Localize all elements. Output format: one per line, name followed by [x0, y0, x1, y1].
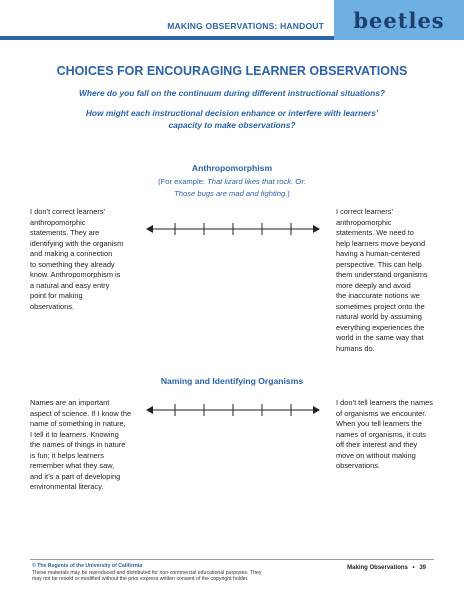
question-1: Where do you fall on the continuum during different instructional situations? [79, 88, 385, 98]
anthropomorphism-right-line: help learners move beyond [336, 238, 426, 248]
subtitle-example-1: That lizard likes that rock. [207, 177, 294, 186]
anthropomorphism-right-line: I correct learners’ [336, 207, 394, 216]
naming-left-line: remember what they saw, [30, 461, 115, 470]
anthropomorphism-right-line: everything experiences the [336, 322, 425, 332]
page-number: 39 [419, 565, 426, 571]
subtitle-prefix: (For example: [158, 177, 208, 186]
naming-left-line: is fun; it helps learners [30, 450, 104, 460]
subtitle-mid: Or: [293, 177, 306, 186]
anthropomorphism-left-line: to something they already [30, 259, 115, 269]
footer-line-1: These materials may be reproduced and distributed for non-commercial educational purposes. They [32, 569, 262, 576]
anthropomorphism-right-line: the inaccurate notions we [336, 291, 420, 300]
anthropomorphism-left-line: and making a connection [30, 249, 113, 258]
footer-rule [30, 559, 434, 560]
naming-left-text [30, 398, 155, 493]
question-2-line-2: capacity to make observations? [168, 120, 296, 130]
anthropomorphism-continuum [145, 219, 321, 239]
footer-page-label: Making Observations [347, 565, 408, 571]
anthropomorphism-left-text [30, 207, 155, 312]
naming-right-line: off their interest and they [336, 440, 418, 449]
arrowhead-right [313, 406, 320, 414]
naming-right-line: names of organisms, it cuts [336, 429, 426, 439]
footer-regents: © The Regents of the University of California [32, 563, 143, 569]
anthropomorphism-right-line: having a human-centered [336, 249, 420, 258]
subtitle-example-2: Those bugs are mad and fighting. [174, 189, 288, 198]
anthropomorphism-left-line: statements. They are [30, 228, 100, 237]
footer-page [347, 565, 426, 571]
anthropomorphism-right-line: perspective. This can help [336, 259, 422, 269]
anthropomorphism-left-line: anthropomorphic [30, 217, 86, 227]
naming-left-line: environmental literacy. [30, 482, 104, 491]
logo-word: beetles [353, 7, 445, 33]
naming-left-line: name of something in nature, [30, 419, 126, 428]
anthropomorphism-right-line: sometimes project onto the [336, 301, 425, 311]
anthropomorphism-right-line: statements. We need to [336, 228, 414, 237]
section-title-naming: Naming and Identifying Organisms [160, 376, 304, 386]
naming-continuum [145, 400, 321, 420]
footer-bullet: • [412, 565, 415, 571]
anthropomorphism-left-line: point for making [30, 291, 83, 300]
section-subtitle-line-1 [0, 176, 464, 188]
footer-line-2: may not be resold or modified without the prior express written consent of the copyright holder. [32, 576, 249, 582]
question-2-line-1: How might each instructional decision enhance or interfere with learners’ [85, 108, 379, 118]
naming-left-line: I tell it to learners. Knowing [30, 429, 119, 439]
beetles-logo [334, 0, 464, 40]
anthropomorphism-left-line: I don’t correct learners’ [30, 207, 106, 216]
anthropomorphism-left-line: identifying with the organism [30, 238, 124, 248]
naming-left-line: aspect of science. If I know the [30, 408, 132, 418]
naming-right-line: observations. [336, 461, 380, 470]
naming-left-line: and it’s a part of developing [30, 471, 121, 481]
naming-right-line: When you tell learners the [336, 419, 422, 428]
anthropomorphism-right-line: humans do. [336, 343, 375, 353]
naming-right-text [336, 398, 450, 472]
footer-copyright [32, 563, 332, 583]
header-rule [0, 36, 334, 40]
naming-right-line: I don’t tell learners the names [336, 398, 433, 407]
anthropomorphism-right-line: them understand organisms [336, 270, 428, 279]
anthropomorphism-right-line: more deeply and avoid [336, 280, 411, 290]
anthropomorphism-right-line: anthropomorphic [336, 217, 392, 227]
arrowhead-left [146, 406, 153, 414]
anthropomorphism-right-line: natural world by assuming [336, 312, 422, 321]
arrowhead-right [313, 225, 320, 233]
anthropomorphism-left-line: know. Anthropomorphism is [30, 270, 121, 279]
anthropomorphism-right-text [336, 207, 448, 354]
naming-right-line: move on without making [336, 450, 416, 460]
arrowhead-left [146, 225, 153, 233]
header-label: MAKING OBSERVATIONS: HANDOUT [167, 21, 324, 31]
naming-right-line: of organisms we encounter. [336, 408, 427, 418]
naming-left-line: Names are an important [30, 398, 110, 407]
page-title: CHOICES FOR ENCOURAGING LEARNER OBSERVATIONS [56, 64, 408, 78]
section-title-anthropomorphism: Anthropomorphism [191, 163, 273, 173]
section-subtitle-line-2 [0, 188, 464, 200]
anthropomorphism-left-line: observations. [30, 301, 74, 311]
naming-left-line: the names of things in nature [30, 440, 126, 449]
anthropomorphism-left-line: a natural and easy entry [30, 280, 110, 290]
anthropomorphism-right-line: world in the same way that [336, 333, 424, 342]
subtitle-suffix: ) [287, 189, 290, 198]
